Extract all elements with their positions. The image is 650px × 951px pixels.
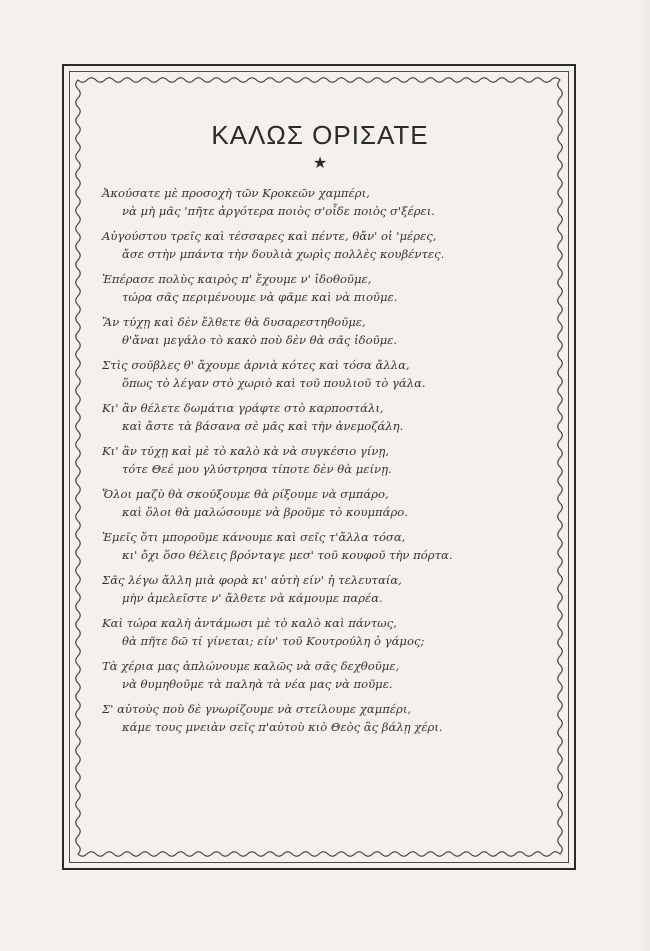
- stanza-second-line: κι' ὄχι ὅσο θέλεις βρόνταγε μεσ' τοῦ κουφοῦ τὴν πόρτα.: [122, 548, 453, 562]
- poem-stanza: [90, 528, 550, 564]
- stanza-second-line: νὰ θυμηθοῦμε τὰ παληὰ τὰ νέα μας νὰ ποῦμε.: [122, 677, 393, 691]
- stanza-second-line: νὰ μὴ μᾶς 'πῆτε ἀργότερα ποιὸς σ'οἶδε ποιὸς σ'ξέρει.: [122, 204, 435, 218]
- stanza-second-line: θὰ πῆτε δῶ τί γίνεται; είν' τοῦ Κουτρούλη ὁ γάμος;: [122, 634, 425, 648]
- stanza-second-line: μὴν ἀμελεῖστε ν' ἄλθετε νὰ κάμουμε παρέα.: [122, 591, 383, 605]
- stanza-first-line: Τὰ χέρια μας ἁπλώνουμε καλῶς νὰ σᾶς δεχθοῦμε,: [102, 659, 400, 673]
- stanza-first-line: Στὶς σοῦβλες θ' ἄχουμε ἀρνιὰ κότες καὶ τόσα ἄλλα,: [102, 358, 410, 372]
- stanza-second-line: καὶ ὅλοι θὰ μαλώσουμε νὰ βροῦμε τὸ κουμπάρο.: [122, 505, 408, 519]
- stanza-first-line: Ἐπέρασε πολὺς καιρὸς π' ἔχουμε ν' ἰδοθοῦμε,: [102, 272, 372, 286]
- poem-stanza: [90, 614, 550, 650]
- stanza-second-line: ὅπως τὸ λέγαν στὸ χωριὸ καὶ τοῦ πουλιοῦ τὸ γάλα.: [122, 376, 426, 390]
- stanza-second-line: τώρα σᾶς περιμένουμε νὰ φᾶμε καὶ νὰ πιοῦμε.: [122, 290, 398, 304]
- poem-stanza: [90, 399, 550, 435]
- card-content: [90, 120, 550, 820]
- stanza-first-line: Ἂν τύχῃ καὶ δὲν ἔλθετε θὰ δυσαρεστηθοῦμε,: [102, 315, 366, 329]
- stanza-second-line: ἄσε στὴν μπάντα τὴν δουλιὰ χωρὶς πολλὲς κουβέντες.: [122, 247, 445, 261]
- stanza-first-line: Ἀκούσατε μὲ προσοχὴ τῶν Κροκεῶν χαμπέρι,: [102, 186, 370, 200]
- poem-stanza: [90, 227, 550, 263]
- poem-stanza: [90, 485, 550, 521]
- poem-stanza: [90, 313, 550, 349]
- stanza-first-line: Σᾶς λέγω ἄλλη μιὰ φορὰ κι' αὐτὴ είν' ἡ τελευταία,: [102, 573, 402, 587]
- poem-stanza: [90, 356, 550, 392]
- poem-stanza: [90, 184, 550, 220]
- poem-stanza: [90, 700, 550, 736]
- star-ornament-icon: ★: [312, 153, 328, 172]
- stanza-second-line: καὶ ἄστε τὰ βάσανα σὲ μᾶς καὶ τὴν ἀνεμοζάλη.: [122, 419, 404, 433]
- poem-stanza: [90, 657, 550, 693]
- stanza-first-line: Ἐμεῖς ὅτι μποροῦμε κάνουμε καὶ σεῖς τ'ἄλλα τόσα,: [102, 530, 406, 544]
- poem-stanza: [90, 571, 550, 607]
- stanza-second-line: κάμε τους μνειὰν σεῖς π'αὐτοὺ κιὸ Θεὸς ἂς βάλῃ χέρι.: [122, 720, 443, 734]
- poem-stanza: [90, 442, 550, 478]
- stanza-first-line: Αὐγούστου τρεῖς καὶ τέσσαρες καὶ πέντε, θἄν' οἱ 'μέρες,: [102, 229, 437, 243]
- stanza-first-line: Κι' ἂν θέλετε δωμάτια γράφτε στὸ καρποστάλι,: [102, 401, 384, 415]
- stanza-second-line: θ'ἄναι μεγάλο τὸ κακὸ ποὺ δὲν θὰ σᾶς ἰδοῦμε.: [122, 333, 398, 347]
- stanza-first-line: Σ' αὐτοὺς ποὺ δὲ γνωρίζουμε νὰ στείλουμε χαμπέρι,: [102, 702, 412, 716]
- card-title: ΚΑΛΩΣ ΟΡΙΣΑΤΕ: [211, 120, 429, 150]
- poem-stanzas: [90, 184, 550, 736]
- stanza-first-line: Καὶ τώρα καλὴ ἀντάμωσι μὲ τὸ καλὸ καὶ πάντως,: [102, 616, 397, 630]
- poem-stanza: [90, 270, 550, 306]
- stanza-first-line: Ὅλοι μαζὺ θὰ σκούξουμε θὰ ρίξουμε νὰ σμπάρο,: [102, 487, 389, 501]
- paper-edge-shadow: [638, 0, 650, 951]
- stanza-second-line: τότε Θεέ μου γλύστρησα τίποτε δὲν θὰ μείνῃ.: [122, 462, 392, 476]
- stanza-first-line: Κι' ἂν τύχῃ καὶ μὲ τὸ καλὸ κὰ νὰ συγκέσιο γίνῃ,: [102, 444, 390, 458]
